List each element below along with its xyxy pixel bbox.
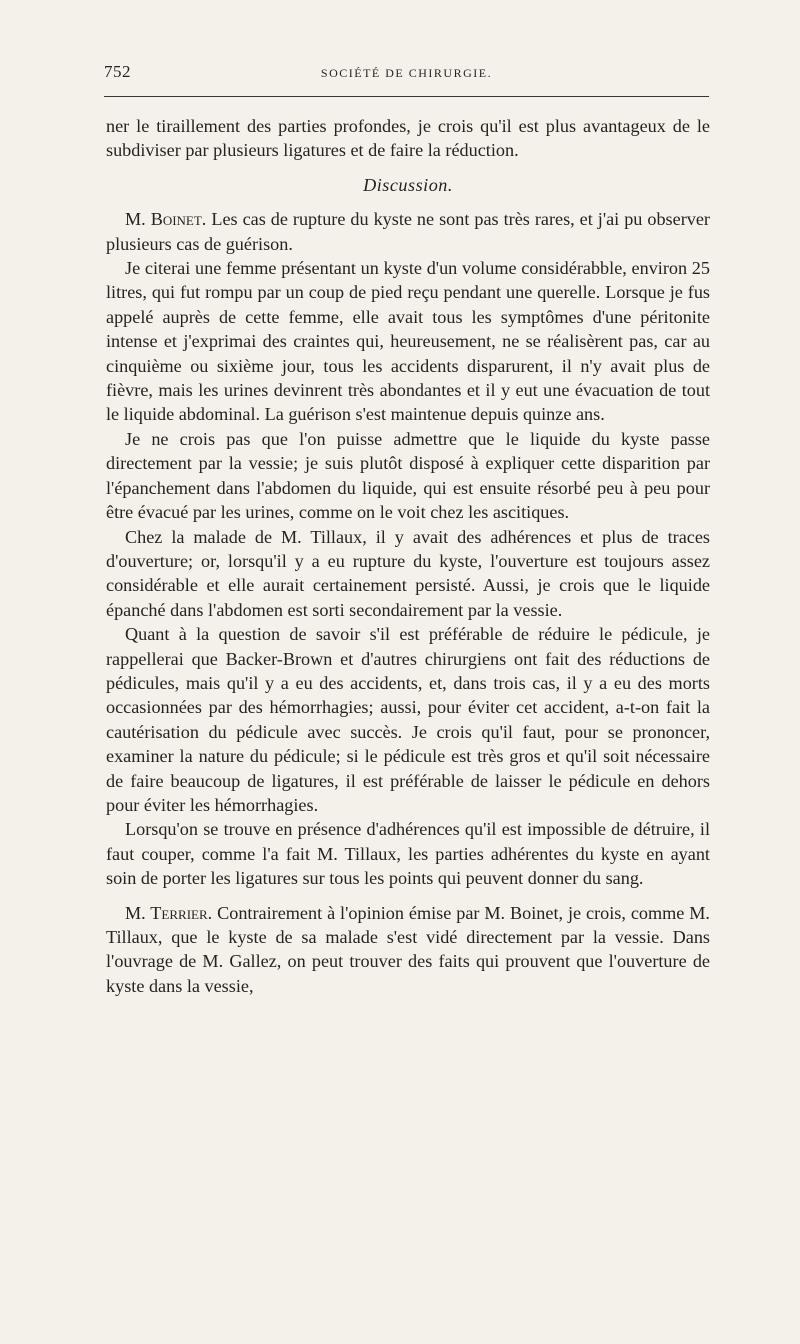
page-number: 752	[104, 62, 131, 81]
paragraph: Chez la malade de M. Tillaux, il y avait des adhérences et plus de traces d'ouverture; or, lorsqu'il y a eu rupture du kyste, l'ouverture est toujours assez considérable et elle aurait certainement persisté. Aussi, je crois que le liquide épanché dans l'abdomen est sorti secondairement par la vessie.	[106, 526, 710, 620]
speaker-name: M. Boinet.	[125, 209, 207, 230]
paragraph-text: Contrairement à l'opinion émise par M. Boinet, je crois, comme M. Tillaux, que le kyste de sa malade s'est vidé directement par la vessie. Dans l'ouvrage de M. Gallez, on peut trouver des faits qui prouvent que l'ouverture de kyste dans la vessie,	[106, 902, 710, 996]
section-heading: Discussion.	[363, 174, 453, 195]
body-text	[106, 114, 710, 998]
paragraph: ner le tiraillement des parties profondes, je crois qu'il est plus avantageux de le subdiviser par plusieurs ligatures et de faire la réduction.	[106, 116, 710, 161]
paragraph-text: Les cas de rupture du kyste ne sont pas très rares, et j'ai pu observer plusieurs cas de guérison.	[106, 209, 710, 254]
running-title: SOCIÉTÉ DE CHIRURGIE.	[320, 66, 493, 80]
paragraph: Quant à la question de savoir s'il est préférable de réduire le pédicule, je rappellerai que Backer-Brown et d'autres chirurgiens ont fait des réductions de pédicules, mais qu'il y a eu des accidents, et, dans trois cas, il y a eu des morts occasionnées par des hémorrhagies; aussi, pour éviter cet accident, a-t-on fait la cautérisation du pédicule avec succès. Je crois qu'il faut, pour se prononcer, examiner la nature du pédicule; si le pédicule est très gros et qu'il soit nécessaire de faire beaucoup de ligatures, il est préférable de laisser le pédicule en dehors pour éviter les hémorrhagies.	[106, 624, 710, 815]
paragraph	[106, 901, 710, 999]
page-header	[104, 62, 709, 86]
paragraph: Je citerai une femme présentant un kyste d'un volume considérabble, environ 25 litres, qui fut rompu par un coup de pied reçu pendant une querelle. Lorsque je fus appelé auprès de cette femme, elle avait tous les symptômes d'une péritonite intense et j'exprimai des craintes qui, heureusement, ne se réalisèrent pas, car au cinquième ou sixième jour, tous les accidents disparurent, il n'y avait plus de fièvre, mais les urines devinrent très abondantes et il y eut une évacuation de tout le liquide abdominal. La guérison s'est maintenue depuis quinze ans.	[106, 258, 710, 425]
paragraph: Je ne crois pas que l'on puisse admettre que le liquide du kyste passe directement par la vessie; je suis plutôt disposé à expliquer cette disparition par l'épanchement dans l'abdomen du liquide, qui est ensuite résorbé peu à peu pour être évacué par les urines, comme on le voit chez les ascitiques.	[106, 428, 710, 523]
paragraph: Lorsqu'on se trouve en présence d'adhérences qu'il est impossible de détruire, il faut couper, comme l'a fait M. Tillaux, les parties adhérentes du kyste en ayant soin de porter les ligatures sur tous les points qui peuvent donner du sang.	[106, 819, 710, 889]
paragraph	[106, 207, 710, 256]
speaker-name: M. Terrier.	[125, 902, 213, 923]
header-rule	[104, 96, 709, 97]
